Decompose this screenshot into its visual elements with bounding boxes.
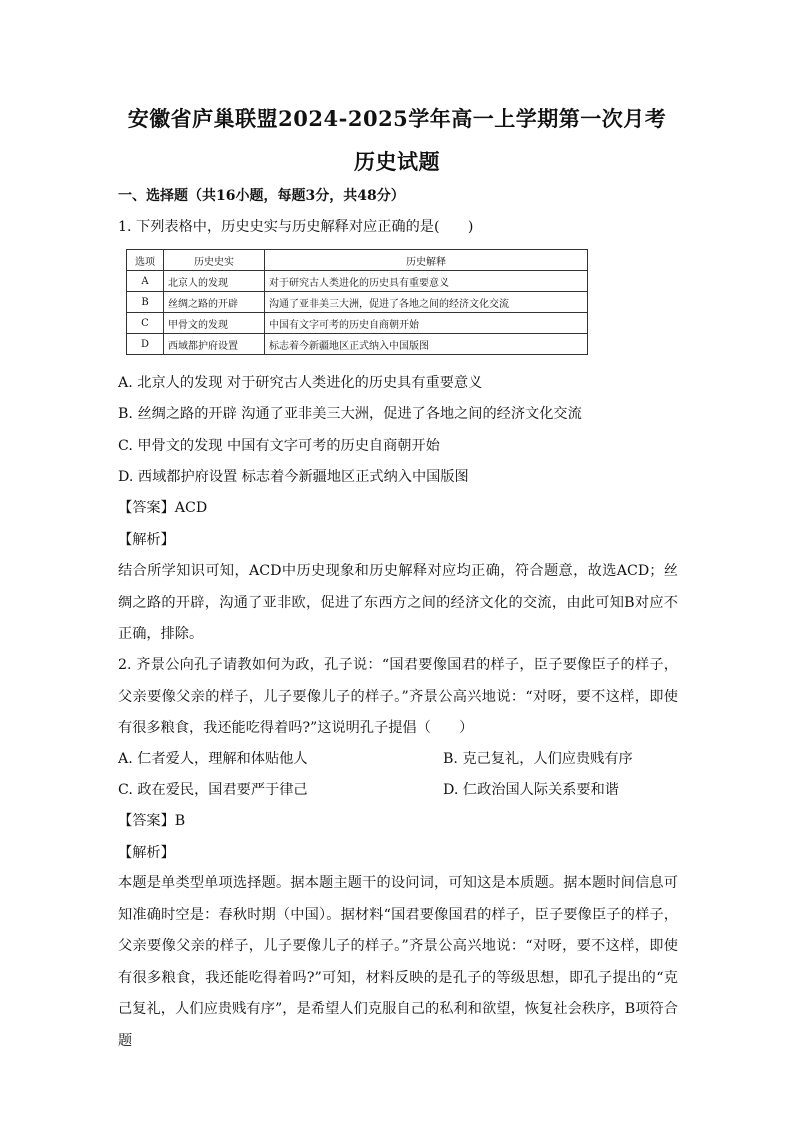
section-heading: 一、选择题（共16小题，每题3分，共48分）: [118, 188, 405, 204]
table-cell: 沟通了亚非美三大洲，促进了各地之间的经济文化交流: [265, 292, 588, 313]
table-header-row: [127, 250, 588, 271]
table-row: [127, 313, 588, 334]
table-row: [127, 334, 588, 355]
table-header-cell: 历史解释: [265, 250, 588, 271]
table-cell: 丝绸之路的开辟: [164, 292, 265, 313]
question-2-analysis-label: 【解析】: [118, 845, 175, 861]
question-1-option-b: B. 丝绸之路的开辟 沟通了亚非美三大洲，促进了各地之间的经济文化交流: [118, 406, 582, 422]
question-2-analysis: 本题是单类型单项选择题。据本题主题干的设问词，可知这是本质题。据本题时间信息可知准确时空是：春秋时期（中国）。据材料“国君要像国君的样子，臣子要像臣子的样子，父亲要像父亲的样子，儿子要像儿子的样子。”齐景公高兴地说：“对呀，要不这样，即使有很多粮食，我还能吃得着吗?”可知，材料反映的是孔子的等级思想，即孔子提出的“克己复礼，人们应贵贱有序”，是希望人们克服自己的私利和欲望，恢复社会秩序，B项符合题: [118, 875, 678, 1049]
table-cell: 标志着今新疆地区正式纳入中国版图: [265, 334, 588, 355]
table-cell: C: [127, 313, 164, 334]
table-cell: 对于研究古人类进化的历史具有重要意义: [265, 271, 588, 292]
question-1-option-d: D. 西域都护府设置 标志着今新疆地区正式纳入中国版图: [118, 469, 469, 485]
question-2-option-c: C. 政在爱民，国君要严于律己: [118, 782, 308, 798]
question-2-stem: 2. 齐景公向孔子请教如何为政，孔子说：“国君要像国君的样子，臣子要像臣子的样子，父亲要像父亲的样子，儿子要像儿子的样子。”齐景公高兴地说：“对呀，要不这样，即使有很多粮食，我还能吃得着吗?”这说明孔子提倡（ ）: [118, 657, 678, 736]
table-cell: 西域都护府设置: [164, 334, 265, 355]
document-title: 安徽省庐巢联盟2024-2025学年高一上学期第一次月考: [127, 106, 667, 131]
table-header-cell: 选项: [127, 250, 164, 271]
question-1-analysis-label: 【解析】: [118, 532, 175, 548]
history-table: [126, 249, 588, 355]
question-2-option-a: A. 仁者爱人，理解和体贴他人: [118, 751, 308, 767]
question-1-analysis: 结合所学知识可知，ACD中历史现象和历史解释对应均正确，符合题意，故选ACD；丝绸之路的开辟，沟通了亚非欧，促进了东西方之间的经济文化的交流，由此可知B对应不正确，排除。: [118, 563, 678, 642]
table-cell: 中国有文字可考的历史自商朝开始: [265, 313, 588, 334]
question-1-answer: 【答案】ACD: [118, 500, 208, 516]
table-cell: 甲骨文的发现: [164, 313, 265, 334]
question-2-option-b: B. 克己复礼，人们应贵贱有序: [443, 751, 633, 767]
table-row: [127, 292, 588, 313]
table-header-cell: 历史史实: [164, 250, 265, 271]
question-1-stem: 1. 下列表格中，历史史实与历史解释对应正确的是( ): [118, 219, 474, 235]
question-2-answer: 【答案】B: [118, 813, 186, 829]
question-1-option-c: C. 甲骨文的发现 中国有文字可考的历史自商朝开始: [118, 438, 440, 454]
table-cell: A: [127, 271, 164, 292]
document-subtitle: 历史试题: [354, 149, 440, 174]
table-cell: D: [127, 334, 164, 355]
question-1-option-a: A. 北京人的发现 对于研究古人类进化的历史具有重要意义: [118, 375, 483, 391]
question-2-option-d: D. 仁政治国人际关系要和谐: [443, 782, 619, 798]
table-cell: B: [127, 292, 164, 313]
table-row: [127, 271, 588, 292]
table-cell: 北京人的发现: [164, 271, 265, 292]
